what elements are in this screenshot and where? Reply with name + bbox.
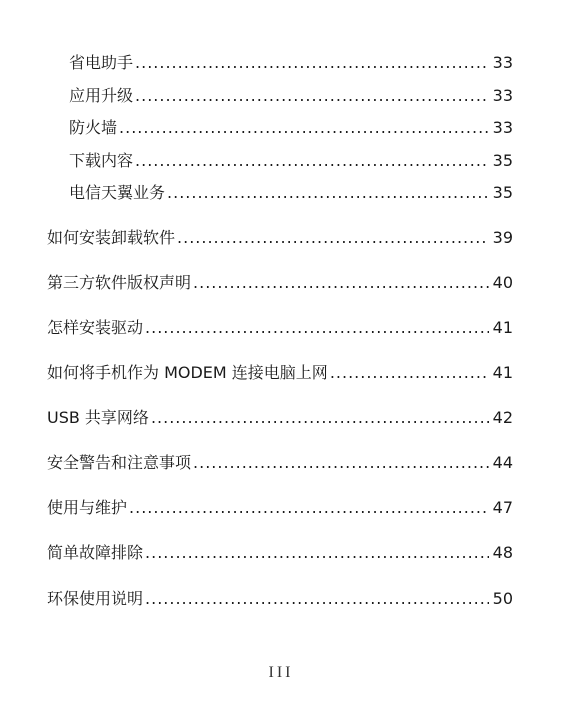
toc-entry-page: 33 bbox=[492, 53, 513, 72]
toc-entry-page: 42 bbox=[492, 408, 513, 427]
toc-entry-title: 安全警告和注意事项 bbox=[47, 453, 192, 472]
toc-leader-dots bbox=[145, 543, 489, 563]
toc-entry-page: 41 bbox=[492, 363, 513, 382]
toc-entry bbox=[47, 363, 513, 383]
toc-entry-page: 50 bbox=[492, 589, 513, 608]
toc-leader-dots bbox=[193, 273, 489, 293]
toc-leader-dots bbox=[193, 453, 489, 473]
toc-entry bbox=[47, 589, 513, 609]
toc-entry-page: 44 bbox=[492, 453, 513, 472]
toc-entry-title: 简单故障排除 bbox=[47, 543, 144, 562]
toc-entry-title: 怎样安装驱动 bbox=[47, 318, 144, 337]
toc-entry-title: USB 共享网络 bbox=[47, 408, 149, 427]
toc-entry bbox=[47, 453, 513, 473]
toc-entry bbox=[69, 183, 513, 203]
toc-entry bbox=[47, 273, 513, 293]
toc-leader-dots bbox=[167, 183, 489, 203]
toc-entry-title: 防火墙 bbox=[69, 118, 118, 137]
toc-entry bbox=[47, 498, 513, 518]
toc-entry-title: 应用升级 bbox=[69, 86, 134, 105]
toc-leader-dots bbox=[330, 363, 489, 383]
toc-entry-page: 33 bbox=[492, 118, 513, 137]
toc-entry bbox=[69, 53, 513, 73]
toc-entry bbox=[47, 228, 513, 248]
toc-entry-title: 环保使用说明 bbox=[47, 589, 144, 608]
toc-entry-page: 35 bbox=[492, 183, 513, 202]
toc-entry-title: 第三方软件版权声明 bbox=[47, 273, 192, 292]
page-number: III bbox=[268, 664, 294, 681]
toc-leader-dots bbox=[135, 53, 489, 73]
toc-entry-page: 39 bbox=[492, 228, 513, 247]
toc-entry-title: 电信天翼业务 bbox=[69, 183, 166, 202]
toc-entry-page: 35 bbox=[492, 151, 513, 170]
toc-entry-title: 如何安装卸载软件 bbox=[47, 228, 176, 247]
toc-leader-dots bbox=[119, 118, 489, 138]
toc-leader-dots bbox=[135, 151, 489, 171]
toc-leader-dots bbox=[151, 408, 489, 428]
toc-entry-title: 省电助手 bbox=[69, 53, 134, 72]
toc-entry-title: 如何将手机作为 MODEM 连接电脑上网 bbox=[47, 363, 328, 382]
toc-entry bbox=[47, 543, 513, 563]
toc-entry-title: 使用与维护 bbox=[47, 498, 128, 517]
toc-leader-dots bbox=[145, 589, 489, 609]
toc-entry-page: 48 bbox=[492, 543, 513, 562]
toc-entry-page: 47 bbox=[492, 498, 513, 517]
toc-entry bbox=[47, 408, 513, 428]
toc-entry-title: 下载内容 bbox=[69, 151, 134, 170]
toc-entry bbox=[69, 86, 513, 106]
toc-entry-page: 33 bbox=[492, 86, 513, 105]
toc-leader-dots bbox=[177, 228, 489, 248]
toc-leader-dots bbox=[145, 318, 489, 338]
toc-entry bbox=[47, 318, 513, 338]
toc-leader-dots bbox=[129, 498, 489, 518]
toc-entry bbox=[69, 118, 513, 138]
toc-entry-page: 40 bbox=[492, 273, 513, 292]
toc-entry bbox=[69, 151, 513, 171]
toc-entry-page: 41 bbox=[492, 318, 513, 337]
toc-leader-dots bbox=[135, 86, 489, 106]
